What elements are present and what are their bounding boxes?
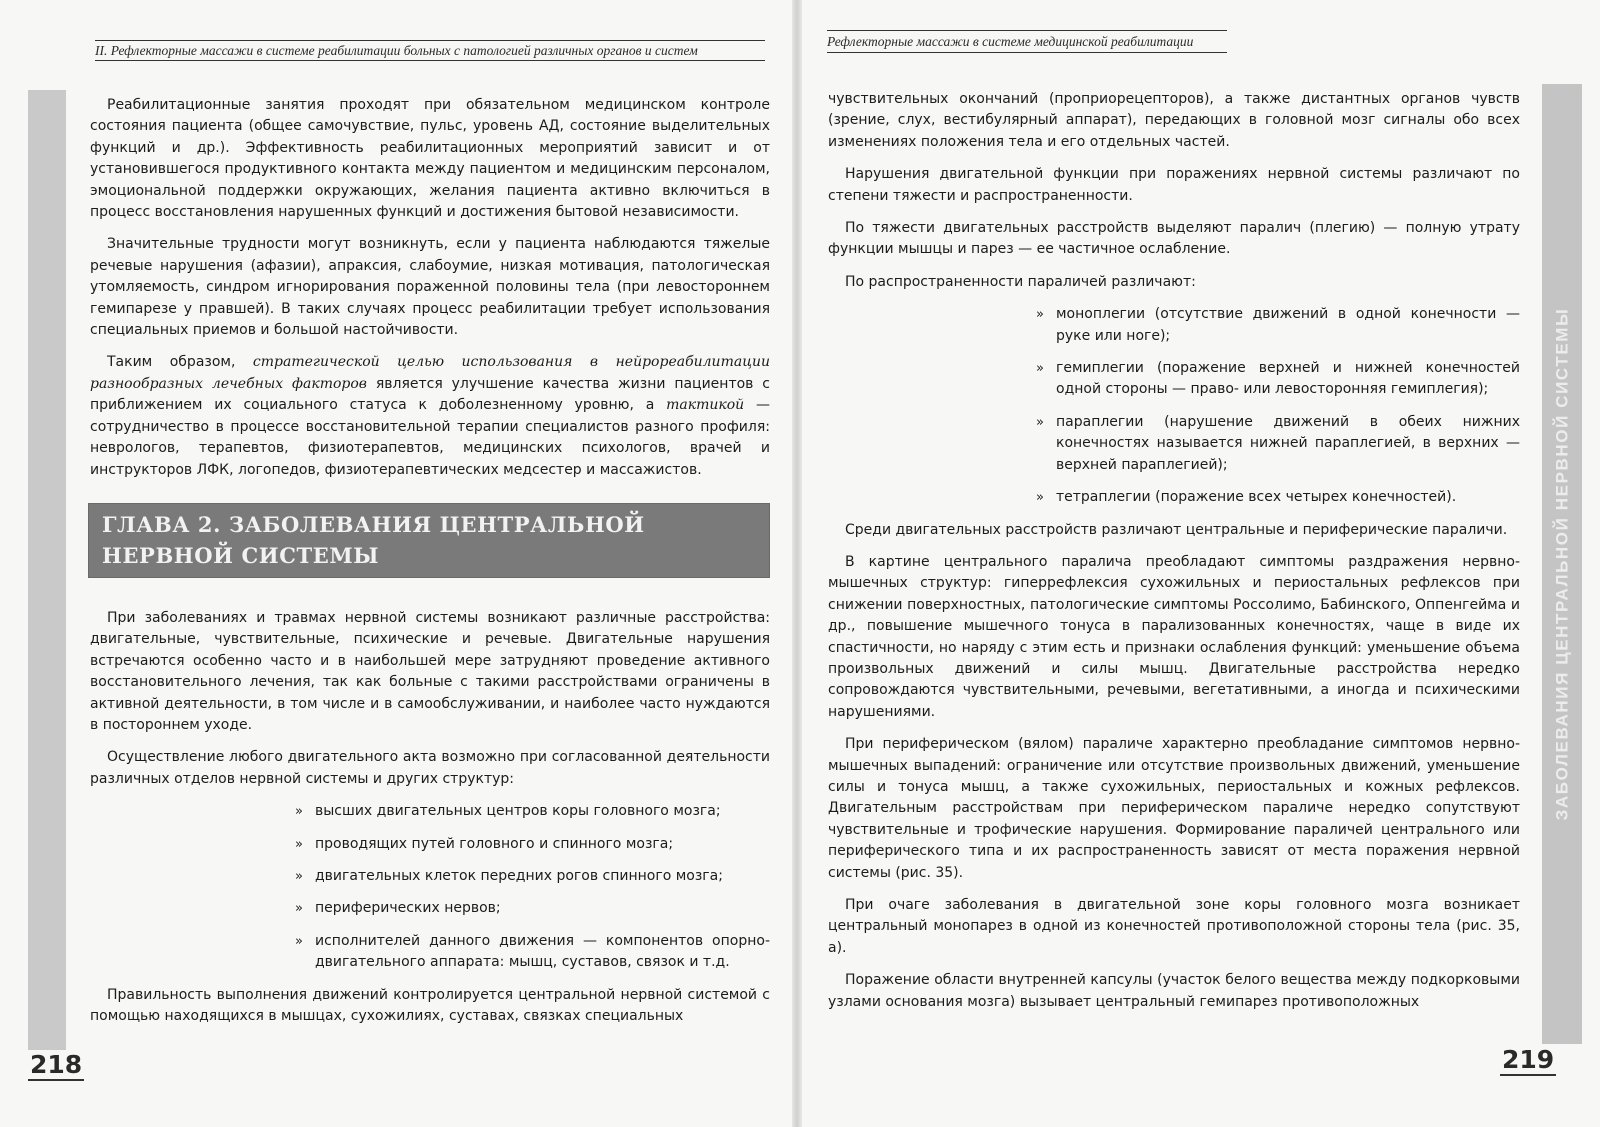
right-page — [800, 0, 1600, 1127]
list-item — [295, 834, 770, 855]
right-page-body — [828, 89, 1520, 1024]
list-item — [1036, 487, 1520, 508]
bullet-marker: » — [1036, 307, 1044, 323]
paragraph: При очаге заболевания в двигательной зоне коры головного мозга возникает центральный монопарез в одной из конечностей противоположной стороны тела (рис. 35, а). — [828, 897, 1520, 956]
bullet-marker: » — [295, 901, 303, 917]
list-item — [295, 801, 770, 822]
list-item — [295, 898, 770, 919]
chapter-heading-line: НЕРВНОЙ СИСТЕМЫ — [102, 542, 380, 568]
running-head-left: II. Рефлекторные массажи в системе реабилитации больных с патологией различных органов и систем — [95, 40, 765, 61]
list-item — [295, 931, 770, 974]
left-margin-strip — [28, 90, 66, 1050]
paragraph: Значительные трудности могут возникнуть, если у пациента наблюдаются тяжелые речевые нарушения (афазии), апраксия, слабоумие, низкая мотивация, патологическая утомляемость, синдром игнорирования пораженной половины тела (при левостороннем гемипарезе у правшей). В таких случаях процесс реабилитации требует использования специальных приемов и большой настойчивости. — [90, 236, 770, 339]
bullet-marker: » — [1036, 361, 1044, 377]
bullet-marker: » — [295, 868, 303, 884]
emphasis-text: стратегической целью использования в нейрореабилитации разнообразных лечебных факторов — [90, 354, 770, 392]
page-number: 218 — [30, 1050, 83, 1079]
list-item-text: проводящих путей головного и спинного мозга; — [315, 835, 674, 852]
bullet-marker: » — [1036, 414, 1044, 430]
list-item-text: исполнителей данного движения — компонентов опорно-двигательного аппарата: мышц, суставов, связок и т.д. — [315, 932, 770, 971]
paragraph: При заболеваниях и травмах нервной системы возникают различные расстройства: двигательные, чувствительные, психические и речевые. Двигательные нарушения встречаются особенно часто и в наибольшей мере затрудняют проведение активного восстановительного лечения, так как больные с такими расстройствами ограничены в активной деятельности, в том числе и в самообслуживании, и наиболее часто нуждаются в постороннем уходе. — [90, 609, 770, 733]
paragraph: Правильность выполнения движений контролируется центральной нервной системой с помощью находящихся в мышцах, сухожилиях, суставах, связках специальных — [90, 986, 770, 1024]
bullet-marker: » — [295, 804, 303, 820]
paragraph: По тяжести двигательных расстройств выделяют паралич (плегию) — полную утрату функции мышцы и парез — ее частичное ослабление. — [828, 220, 1520, 258]
paragraph — [90, 352, 770, 480]
list-item-text: тетраплегии (поражение всех четырех конечностей). — [1056, 489, 1457, 506]
text-run: — сотрудничество в процессе восстановительной терапии специалистов разного профиля: неврологов, терапевтов, физиотерапевтов, медицинских психологов, врачей и инструкторов ЛФК, логопедов, физиотерапевтических медсестер и массажистов. — [90, 397, 771, 478]
paragraph: Поражение области внутренней капсулы (участок белого вещества между подкорковыми узлами основания мозга) вызывает центральный гемипарез противоположных — [828, 972, 1520, 1010]
page-number: 219 — [1502, 1045, 1555, 1074]
left-page-body — [90, 95, 770, 1038]
paragraph: Реабилитационные занятия проходят при обязательном медицинском контроле состояния пациента (общее самочувствие, пульс, уровень АД, состояние выделительных функций и др.). Эффективность реабилитационных мероприятий зависит и от установившегося продуктивного контакта между пациентом и медицинским персоналом, эмоциональной поддержки окружающих, желания пациента активно включиться в процесс восстановления нарушенных функций и достижения бытовой независимости. — [90, 97, 770, 221]
paragraph: Нарушения двигательной функции при поражениях нервной системы различают по степени тяжести и распространенности. — [828, 166, 1520, 204]
paragraph: Среди двигательных расстройств различают центральные и периферические параличи. — [845, 521, 1508, 538]
paragraph: чувствительных окончаний (проприорецепторов), а также дистантных органов чувств (зрение, слух, вестибулярный аппарат), передающих в головной мозг сигналы обо всех изменениях положения тела и его отдельных частей. — [828, 91, 1520, 150]
paragraph: В картине центрального паралича преобладают симптомы раздражения нервно-мышечных структур: гиперрефлексия сухожильных и периостальных рефлексов при снижении поверхностных, патологические симптомы Россолимо, Бабинского, Оппенгейма и др., повышение мышечного тонуса в парализованных конечностях, чаще в виде их спастичности, но наряду с этим есть и признаки ослабления функций: уменьшение объема произвольных движений и силы мышц. Двигательные расстройства нередко сопровождаются чувствительными, речевыми, вегетативными, а иногда и психическими нарушениями. — [828, 553, 1520, 720]
list-item — [1036, 304, 1520, 347]
bullet-marker: » — [295, 836, 303, 852]
left-page — [0, 0, 796, 1127]
bullet-list — [828, 304, 1520, 508]
side-tab-label: ЗАБОЛЕВАНИЯ ЦЕНТРАЛЬНОЙ НЕРВНОЙ СИСТЕМЫ — [1552, 307, 1571, 821]
text-run: является улучшение качества жизни пациентов с приближением их социального статуса к доболезненному уровню, а — [90, 375, 770, 414]
chapter-heading-line: ГЛАВА 2. ЗАБОЛЕВАНИЯ ЦЕНТРАЛЬНОЙ — [102, 511, 645, 537]
list-item-text: гемиплегии (поражение верхней и нижней конечностей одной стороны — право- или левосторонняя гемиплегия); — [1056, 360, 1520, 398]
list-item — [1036, 412, 1520, 476]
bullet-marker: » — [1036, 490, 1044, 506]
bullet-marker: » — [295, 933, 303, 949]
running-head-right: Рефлекторные массажи в системе медицинской реабилитации — [827, 30, 1227, 53]
bullet-list — [90, 801, 770, 973]
chapter-heading — [88, 503, 770, 578]
list-item-text: периферических нервов; — [315, 900, 501, 917]
paragraph: По распространенности параличей различают: — [845, 273, 1196, 290]
paragraph: При периферическом (вялом) параличе характерно преобладание симптомов нервно-мышечных выпадений: ограничение или отсутствие произвольных движений, уменьшение силы и тонуса мышц, а также сухожильных, периостальных и кожных рефлексов. Двигательным расстройствам при периферическом параличе нередко сопутствуют чувствительные и трофические нарушения. Формирование параличей центрального или периферического типа и их распространенность зависят от места поражения нервной системы (рис. 35). — [828, 736, 1520, 881]
list-item-text: параплегии (нарушение движений в обеих нижних конечностях называется нижней параплегией, в верхних — верхней параплегией); — [1056, 413, 1520, 473]
emphasis-text: тактикой — [666, 397, 745, 414]
side-tab — [1542, 84, 1582, 1044]
list-item — [295, 866, 770, 887]
list-item-text: высших двигательных центров коры головного мозга; — [315, 803, 721, 820]
list-item — [1036, 358, 1520, 401]
list-item-text: моноплегии (отсутствие движений в одной конечности — руке или ноге); — [1056, 306, 1520, 344]
paragraph: Осуществление любого двигательного акта возможно при согласованной деятельности различных отделов нервной системы и других структур: — [90, 749, 770, 787]
text-run: Таким образом, — [107, 354, 253, 371]
list-item-text: двигательных клеток передних рогов спинного мозга; — [315, 867, 723, 884]
